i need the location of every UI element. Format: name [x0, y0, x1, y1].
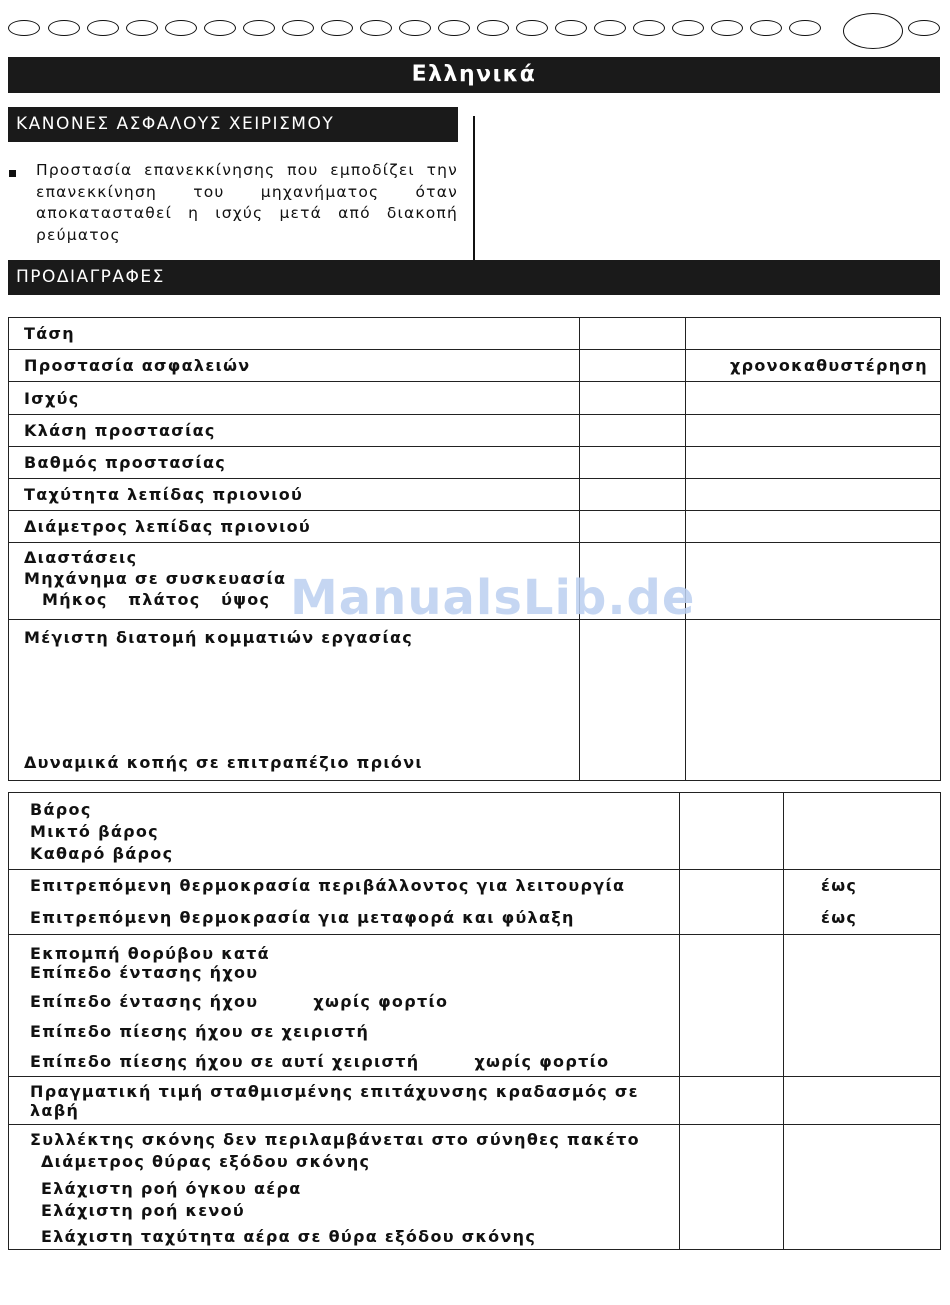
dust-port-diameter-label: Διάμετρος θύρας εξόδου σκόνης [41, 1152, 371, 1171]
min-air-speed-label: Ελάχιστη ταχύτητα αέρα σε θύρα εξόδου σκόνης [41, 1227, 537, 1246]
table-row [9, 1077, 941, 1125]
page-tab-oval [399, 20, 431, 36]
table-row [9, 479, 941, 511]
table-row [9, 350, 941, 382]
sound-power-noload-label: Επίπεδο έντασης ήχου χωρίς φορτίο [9, 987, 680, 1017]
temp-operation-label: Επιτρεπόμενη θερμοκρασία περιβάλλοντος για λειτουργία [9, 870, 680, 902]
blade-speed-label: Ταχύτητα λεπίδας πριονιού [9, 479, 580, 511]
table-row [9, 620, 941, 781]
page-tab-oval [8, 20, 40, 36]
page-tab-oval [477, 20, 509, 36]
weight-label: Βάρος [30, 800, 92, 819]
page-tab-oval [243, 20, 275, 36]
cutting-capacity-label: Δυναμικά κοπής σε επιτραπέζιο πριόνι [24, 753, 423, 772]
table-row [9, 1017, 941, 1047]
sound-pressure-noload-label: Επίπεδο πίεσης ήχου σε αυτί χειριστή χωρίς φορτίο [9, 1047, 680, 1077]
table-row [9, 447, 941, 479]
page-tab-oval [711, 20, 743, 36]
sound-power-label: Επίπεδο έντασης ήχου [30, 962, 259, 982]
language-header [8, 57, 940, 93]
min-vacuum-label: Ελάχιστη ροή κενού [41, 1201, 246, 1220]
sound-pressure-label: Επίπεδο πίεσης ήχου σε χειριστή [9, 1017, 680, 1047]
page-tab-oval [672, 20, 704, 36]
page-tab-oval [321, 20, 353, 36]
page-tab-oval-active [843, 13, 903, 49]
protection-class-label: Κλάση προστασίας [9, 415, 580, 447]
page-tab-oval [438, 20, 470, 36]
page-tab-oval [789, 20, 821, 36]
table-row [9, 1125, 941, 1250]
page-tab-oval [516, 20, 548, 36]
dimensions-label: Διαστάσεις [24, 548, 138, 567]
length-width-height-label: Μήκος πλάτος ύψος [42, 590, 271, 609]
safety-section-header [8, 107, 458, 142]
max-cross-section-label: Μέγιστη διατομή κομματιών εργασίας [24, 628, 414, 647]
min-air-volume-label: Ελάχιστη ροή όγκου αέρα [41, 1179, 302, 1198]
fuse-value: χρονοκαθυστέρηση [686, 350, 941, 382]
page-tab-oval [750, 20, 782, 36]
specs-section-title: ΠΡΟΔΙΑΓΡΑΦΕΣ [16, 267, 165, 287]
page-tab-oval [594, 20, 626, 36]
temp-storage-value: έως [784, 902, 941, 935]
restart-protection-text: Προστασία επανεκκίνησης που εμποδίζει την επανεκκίνηση του μηχανήματος όταν αποκατασταθεί η ισχύς μετά από διακοπή ρεύματος [36, 161, 458, 244]
blade-diameter-label: Διάμετρος λεπίδας πριονιού [9, 511, 580, 543]
safety-section-title: ΚΑΝΟΝΕΣ ΑΣΦΑΛΟΥΣ ΧΕΙΡΙΣΜΟΥ [16, 114, 335, 134]
table-row [9, 415, 941, 447]
bullet-icon [9, 170, 16, 177]
fuse-label: Προστασία ασφαλειών [9, 350, 580, 382]
protection-degree-label: Βαθμός προστασίας [9, 447, 580, 479]
table-row [9, 935, 941, 987]
page-tab-oval [555, 20, 587, 36]
specs-table-1 [8, 317, 941, 781]
column-divider [473, 116, 475, 260]
noise-emission-label: Εκπομπή θορύβου κατά [30, 943, 270, 963]
dust-collector-label: Συλλέκτης σκόνης δεν περιλαμβάνεται στο σύνηθες πακέτο [30, 1130, 640, 1149]
page-tab-oval [282, 20, 314, 36]
table-row [9, 870, 941, 902]
voltage-label: Τάση [9, 318, 580, 350]
gross-weight-label: Μικτό βάρος [30, 822, 159, 841]
table-row [9, 318, 941, 350]
language-title: Ελληνικά [411, 62, 537, 87]
page-tab-oval [126, 20, 158, 36]
table-row [9, 902, 941, 935]
table-row [9, 987, 941, 1017]
page-tab-oval [48, 20, 80, 36]
watermark: ManualsLib.de [290, 570, 696, 626]
table-row [9, 793, 941, 870]
specs-section-header [8, 260, 940, 295]
machine-packaging-label: Μηχάνημα σε συσκευασία [24, 569, 287, 588]
net-weight-label: Καθαρό βάρος [30, 844, 174, 863]
vibration-label: Πραγματική τιμή σταθμισμένης επιτάχυνσης κραδασμός σε λαβή [9, 1077, 680, 1125]
table-row [9, 511, 941, 543]
temp-storage-label: Επιτρεπόμενη θερμοκρασία για μεταφορά και φύλαξη [9, 902, 680, 935]
page-tab-oval [87, 20, 119, 36]
page-tab-oval [204, 20, 236, 36]
page-tab-oval [633, 20, 665, 36]
page-tab-oval [360, 20, 392, 36]
table-row [9, 382, 941, 415]
specs-table-2 [8, 792, 941, 1250]
table-row [9, 1047, 941, 1077]
power-label: Ισχύς [9, 382, 580, 415]
page-tab-oval [908, 20, 940, 36]
page-tab-oval [165, 20, 197, 36]
temp-operation-value: έως [784, 870, 941, 902]
